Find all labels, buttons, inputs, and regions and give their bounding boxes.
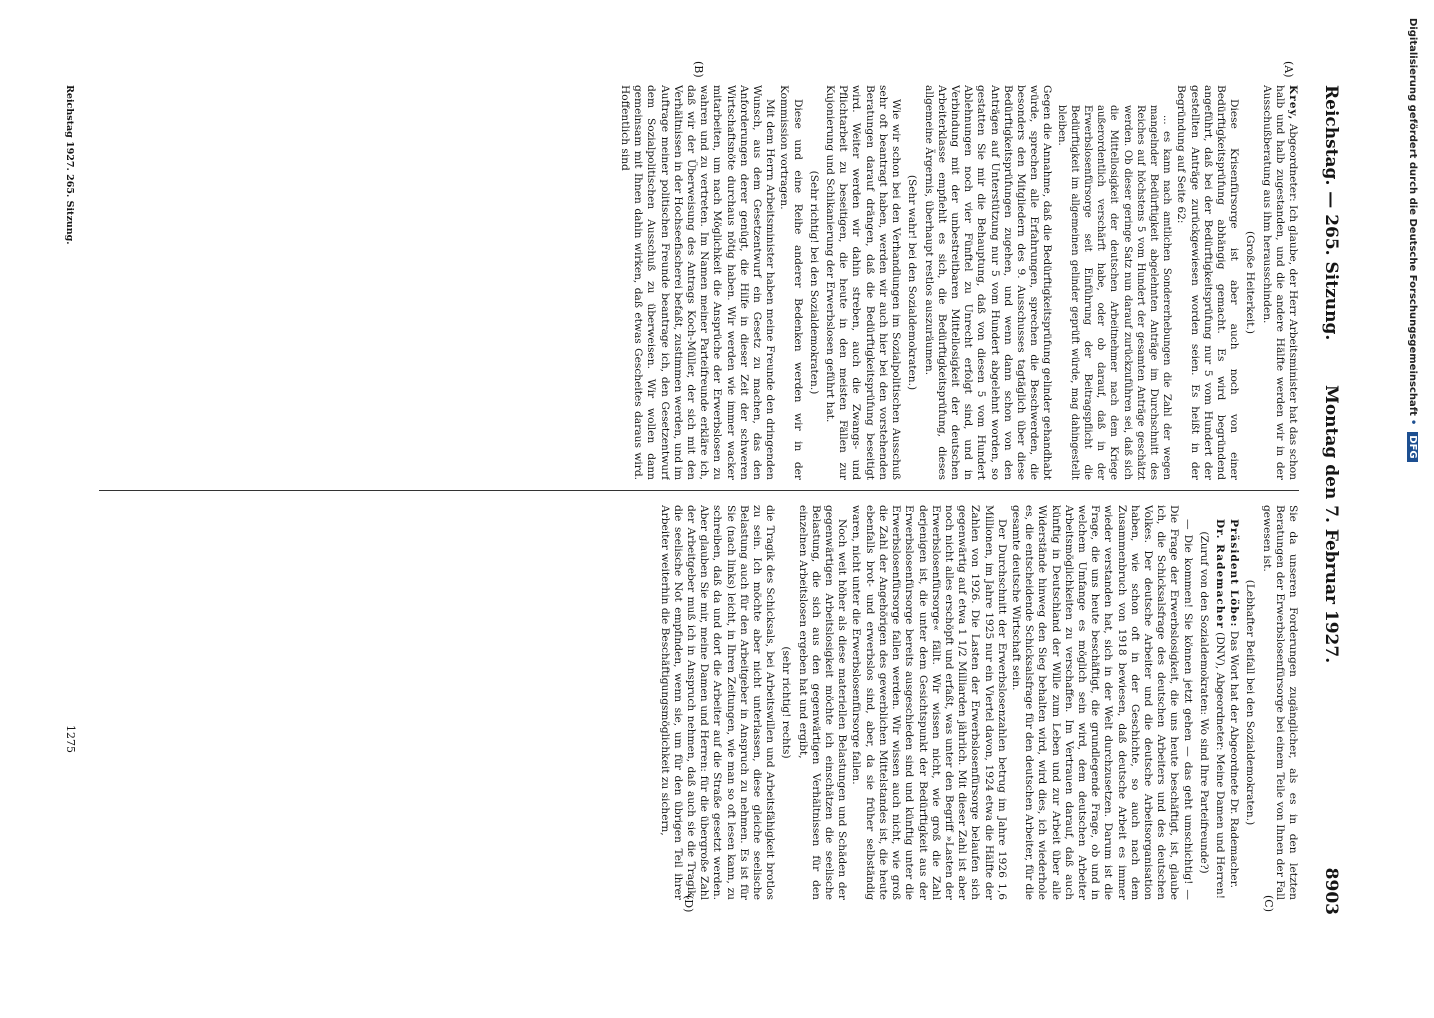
- paragraph: [657, 505, 776, 900]
- paragraph: [921, 85, 1053, 480]
- paragraph-text: (sehr richtig! rechts): [780, 646, 793, 759]
- paragraph: [1174, 85, 1240, 480]
- paragraph-text: Sie da unseren Forderungen zugänglicher, als es in den letzten Beratungen der Erwerbslosenfürsorge bei einem Teile von Ihnen der Fall gewesen ist.: [1260, 505, 1299, 900]
- paragraph: [823, 85, 902, 480]
- margin-mark-a: (A): [1282, 61, 1295, 78]
- paragraph: [1259, 505, 1299, 900]
- margin-mark-c: (C): [1262, 895, 1275, 912]
- paragraph-text: (Sehr richtig! bei den Sozialdemokraten.): [807, 170, 820, 395]
- column-divider: [99, 490, 1299, 491]
- dfg-logo: DFG: [1407, 432, 1418, 461]
- page-number: 1275: [64, 725, 77, 753]
- page-footer: Reichstag 1927. 265. Sitzung.: [64, 85, 75, 245]
- paragraph-text: Gegen die Annahme, daß die Bedürftigkeitsprüfung gelinder gehandhabt würde, sprechen alle Erfahrungen, sprechen die Beschwerden, die besonders den Mitgliedern des 9. Ausschusses tagtäglich über diese Bedürftigkeitsprüfungen zugehen, und wenn dann schon von den Anträgen auf Unterstützung nur 5 vom Hundert abgelehnt worden, so gestatten Sie mir die Behauptung, daß von diesen 5 vom Hundert Ablehnungen noch vier Fünftel zu Unrecht erfolgt sind, und in Verbindung mit der unbestreitbaren Mittellosigkeit der deutschen Arbeiterklasse empfiehlt es sich, die Bedürftigkeitsprüfung, dieses allgemeine Ärgernis, überhaupt restlos auszuräumen.: [922, 85, 1054, 480]
- paragraph-text: ... es kann nach amtlichen Sondererhebungen die Zahl der wegen mangelnder Bedürftigkeit abgelehnten Anträge im Durchschnitt des Reiches auf höchstens 5 vom Hundert der gesamten Anträge geschätzt werden. Ob dieser geringe Satz nun darauf zurückzuführen sei, daß sich die Mittellosigkeit der deutschen Arbeitnehmer nach dem Kriege außerordentlich verschärft habe, oder ob darauf, daß in der Erwerbslosenfürsorge seit Einführung der Beitragspflicht die Bedürftigkeit im allgemeinen gelinder geprüft würde, mag dahingestellt bleiben.: [1055, 105, 1173, 480]
- paragraph-text: (Sehr wahr! bei den Sozialdemokraten.): [906, 174, 919, 391]
- paragraph-text: Ich glaube, der Herr Arbeitsminister hat das schon halb und halb zugestanden, und die andere Hälfte werden wir in der Ausschußberatung aus ihm herausschinden.: [1260, 85, 1299, 480]
- header-date: Montag den 7. Februar 1927.: [1321, 385, 1341, 664]
- paragraph: [1213, 505, 1226, 900]
- left-column: [89, 85, 1299, 480]
- right-column: [89, 505, 1299, 900]
- speaker-name: Präsident Löbe:: [1228, 519, 1241, 628]
- paragraph-text: (Große Heiterkeit.): [1244, 230, 1257, 335]
- paragraph-text: die Tragik des Schicksals, bei Arbeitswillen und Arbeitsfähigkeit brotlos zu sein. Ich möchte aber nicht unterlassen, diese gleiche seelische Belastung auch für den Arbeitgeber in Anspruch zu nehmen. Es ist für Sie (nach links) leicht, in Ihren Zeitungen, wie man so oft lesen kann, zu schreiben, daß da und dort die Arbeiter auf die Straße gesetzt werden. Aber glauben Sie mir, meine Damen und Herren: für die übergroße Zahl der Arbeitgeber muß ich in Anspruch nehmen, daß auch sie die Tragik, die seelische Not empfinden, wenn sie, um für den übrigen Teil ihrer Arbeiter weiterhin die Beschäftigungsmöglichkeit zu sichern,: [658, 505, 777, 900]
- interjection: [1197, 505, 1210, 900]
- funding-text: Digitalisierung gefördert durch die Deutsche Forschungsgemeinschaft: [1407, 18, 1418, 416]
- paragraph-text: Wie wir schon bei den Verhandlungen im Sozialpolitischen Ausschuß sehr oft beantragt haben, werden wir auch hier bei den vorstehenden Beratungen darauf drängen, daß die Bedürftigkeitsprüfung beseitigt wird. Weiter werden wir dahin streben, auch die Zwangs- und Pflichtarbeit zu beseitigen, die heute in den meisten Fällen zur Kujonierung und Schikanierung der Erwerbslosen geführt hat.: [824, 85, 903, 480]
- paragraph: [777, 85, 803, 480]
- paragraph: [1227, 505, 1240, 900]
- interjection: [807, 85, 820, 480]
- separator-dot: •: [1407, 418, 1418, 426]
- paragraph: [849, 505, 1007, 900]
- speaker-name: Dr. Rademacher: [1213, 519, 1226, 629]
- header-session: Reichstag. — 265. Sitzung.: [1321, 85, 1341, 341]
- paragraph: [1009, 505, 1194, 900]
- margin-mark-b: (B): [692, 61, 705, 78]
- interjection: [905, 85, 918, 480]
- margin-mark-d: (D): [682, 895, 695, 913]
- paragraph: [618, 85, 776, 480]
- page-header: [1317, 85, 1345, 915]
- paragraph-text: Meine Damen und Herren!: [1213, 753, 1226, 899]
- paragraph: [795, 505, 848, 900]
- interjection: [1243, 85, 1256, 480]
- paragraph-text: Diese Krisenfürsorge ist aber auch noch von einer Bedürftigkeitsprüfung abhängig gemacht. Es wird begründend angeführt, daß bei der Bedürftigkeitsprüfung nur 5 vom Hundert der gestellten Anträge zurückgewiesen worden seien. Es heißt in der Begründung auf Seite 62:: [1175, 85, 1241, 480]
- interjection: [779, 505, 792, 900]
- paragraph: [1054, 105, 1173, 480]
- interjection: [1243, 505, 1256, 900]
- paragraph-text: (Zuruf von den Sozialdemokraten: Wo sind Ihre Parteifreunde?): [1197, 531, 1210, 874]
- paragraph-text: Noch weit höher als diese materiellen Belastungen und Schäden der gegenwärtigen Arbeitslosigkeit möchte ich einschätzen die seelische Belastung, die sich aus den gegenwärtigen Verhältnissen für den einzelnen Arbeitslosen ergeben hat und ergibt,: [796, 505, 849, 900]
- header-column-number: 8903: [1321, 867, 1341, 915]
- paragraph-text: Das Wort hat der Abgeordnete Dr. Rademacher.: [1228, 630, 1241, 888]
- paragraph-text: Mit dem Herrn Arbeitsminister haben meine Freunde den dringenden Wunsch, aus dem Gesetzentwurf ein Gesetz zu machen, das den Anforderungen derer genügt, die Hilfe in dieser Zeit der schweren Wirtschaftsnöte durchaus nötig haben. Wir werden wie immer wacker mitarbeiten, um nach Möglichkeit die Ansprüche der Erwerbslosen zu wahren und zu vertreten. Im Namen meiner Parteifreunde erkläre ich, daß wir der Überweisung des Antrags Koch-Müller, der sich mit den Verhältnissen in der Hochseefischerei befaßt, zustimmen werden, und im Auftrage meiner politischen Freunde beantrage ich, den Gesetzentwurf dem Sozialpolitischen Ausschuß zu überweisen. Wir wollen dann gemeinsam mit Ihnen dahin wirken, daß etwas Gescheites daraus wird. Hoffentlich sind: [619, 85, 777, 480]
- speaker-role: (DNV), Abgeordneter:: [1213, 632, 1226, 751]
- speaker-name: Krey,: [1287, 85, 1299, 121]
- paragraph: [1259, 85, 1299, 480]
- speaker-role: Abgeordneter:: [1287, 123, 1299, 202]
- funding-note: [1407, 18, 1418, 1018]
- paragraph-text: Diese und eine Reihe anderer Bedenken werden wir in der Kommission vortragen.: [778, 85, 804, 480]
- paragraph-text: (Lebhafter Beifall bei den Sozialdemokraten.): [1244, 579, 1257, 826]
- paragraph-text: Der Durchschnitt der Erwerbslosenzahlen betrug im Jahre 1926 1,6 Millionen, im Jahre 1925 nur ein Viertel davon, 1924 etwa die Hälfte der Zahlen von 1926. Die Lasten der Erwerbslosenfürsorge belaufen sich gegenwärtig auf etwa 1 1/2 Milliarden jährlich. Mit dieser Zahl ist aber noch nicht alles erschöpft und erfaßt, was unter den Begriff »Lasten der Erwerbslosenfürsorge« fällt. Wir wissen nicht, wie groß die Zahl derjenigen ist, die unter dem Gesichtspunkt der Bedürftigkeit aus der Erwerbslosenfürsorge bereits ausgeschieden sind und künftig unter die Erwerbslosenfürsorge fallen werden. Wir wissen auch nicht, wie groß die Zahl der Angehörigen des gewerblichen Mittelstandes ist, die heute ebenfalls brot- und erwerbslos sind, aber, da sie früher selbständig waren, nicht unter die Erwerbslosenfürsorge fallen.: [850, 505, 1008, 900]
- document-page: [25, 61, 1345, 915]
- paragraph-text: — Die kommen! Sie können jetzt gehen — das geht umschichtig! — Die Frage der Erwerbslosigkeit, die uns heute beschäftigt, ist, glaube ich, die Schicksalsfrage des deutschen Arbeiters und des deutschen Volkes. Der deutsche Arbeiter und die deutsche Arbeitsorganisation haben, wie schon oft in der Geschichte, so auch nach dem Zusammenbruch von 1918 bewiesen, daß deutsche Arbeit es immer wieder verstanden hat, sich in der Welt durchzusetzen. Darum ist die Frage, die uns heute beschäftigt, die grundlegende Frage, ob und in welchem Umfange es möglich sein wird, dem deutschen Arbeiter Arbeitsmöglichkeiten zu verschaffen. Im Vertrauen darauf, daß auch künftig in Deutschland der Wille zum Leben und zur Arbeit über alle Widerstände hinweg den Sieg behalten wird, wird dies, ich wiederhole es, die entscheidende Schicksalsfrage für den deutschen Arbeiter, für die gesamte deutsche Wirtschaft sein.: [1009, 505, 1194, 900]
